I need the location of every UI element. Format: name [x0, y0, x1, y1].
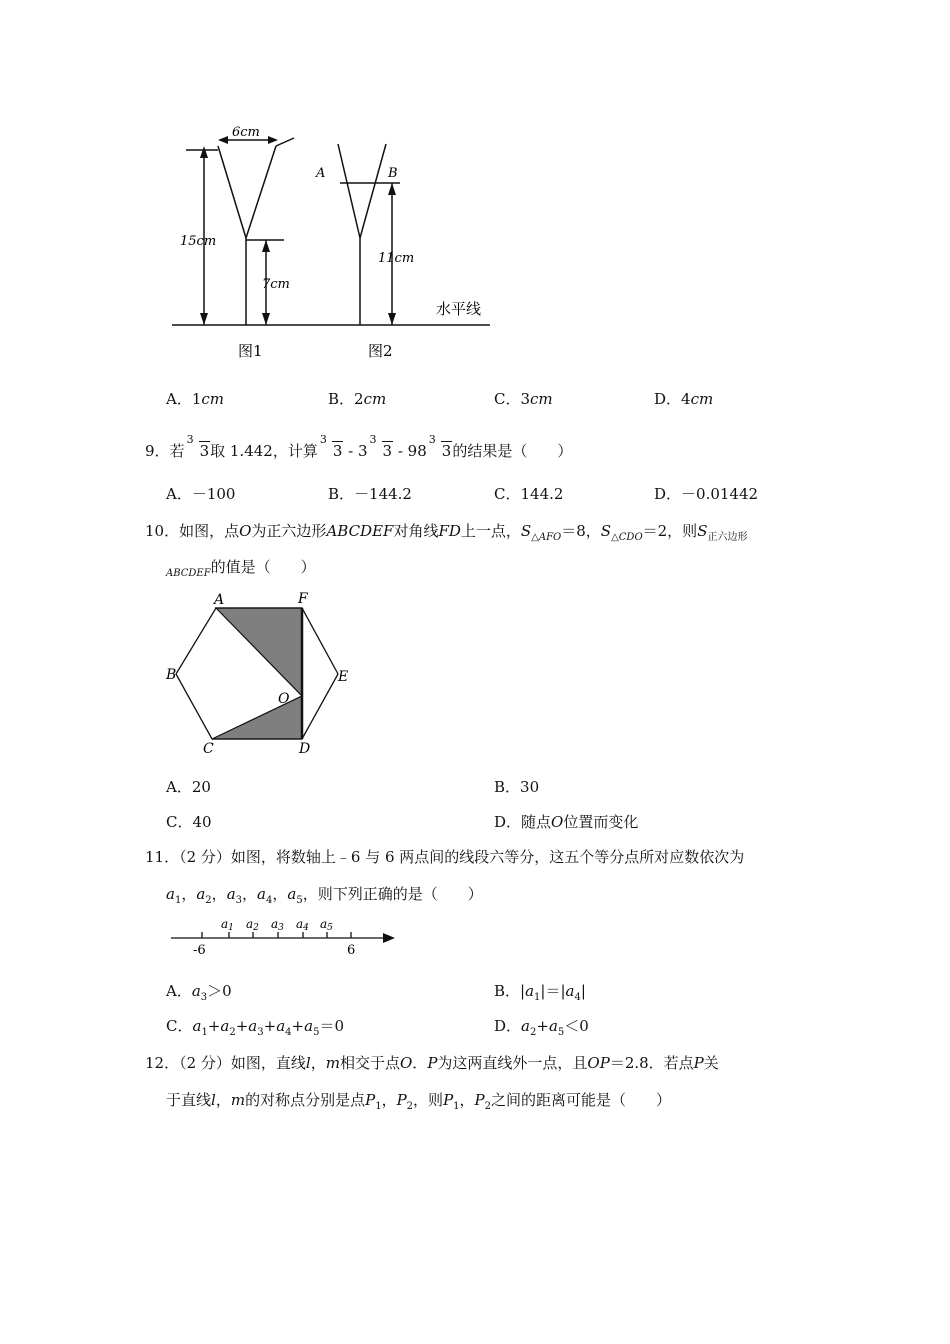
q12-stem-line2: 于直线l，m的对称点分别是点$P_1$，$P_2$，则$P_1$，$P_2$之间的距离可能是（ ）: [166, 1091, 672, 1112]
q9-option-d[interactable]: D．－0.01442: [654, 485, 759, 503]
label-c: C: [203, 741, 214, 757]
q8-option-d[interactable]: D．4cm: [654, 390, 714, 408]
q11-option-a[interactable]: A．$a_3>0$: [166, 982, 232, 1003]
cube-root: 3 3: [186, 433, 210, 460]
q11-stem: 11．（2 分）如图，将数轴上﹣6 与 6 两点间的线段六等分，这五个等分点所对应数依次为: [145, 848, 745, 866]
q9-option-c[interactable]: C．144.2: [494, 485, 564, 503]
tick-label-a1: a1: [221, 917, 234, 933]
q10-option-a[interactable]: A．20: [166, 778, 211, 796]
label-e: E: [338, 669, 349, 685]
q11-stem-line2: $a_1$，$a_2$，$a_3$，$a_4$，$a_5$，则下列正确的是（ ）: [166, 885, 483, 906]
triangle-afo: [216, 608, 302, 696]
q10-option-c[interactable]: C．40: [166, 813, 212, 831]
figure-hexagon: [160, 586, 360, 758]
label-top-width: 6cm: [232, 125, 260, 140]
q8-option-a[interactable]: A．1cm: [166, 390, 225, 408]
label-a: A: [214, 592, 225, 608]
label-point-b: B: [388, 166, 398, 181]
q9-option-a[interactable]: A．－100: [166, 485, 236, 503]
caption-figure-1: 图1: [238, 342, 263, 360]
caption-figure-2: 图2: [368, 342, 393, 360]
tick-label-6: 6: [347, 943, 356, 958]
q9-stem: 9．若 3 3取 1.442，计算 3 3 - 3 3 3 - 98 3 3的结果是（ ）: [145, 433, 573, 460]
label-b: B: [166, 667, 177, 683]
label-f: F: [298, 591, 308, 607]
q12-stem: 12．（2 分）如图，直线l，m相交于点O．P为这两直线外一点，且OP＝2.8．若点P关: [145, 1054, 719, 1072]
q8-option-b[interactable]: B．2cm: [328, 390, 387, 408]
cube-root: 3 3: [319, 433, 343, 460]
label-o: O: [278, 691, 290, 707]
label-height-2: 11cm: [378, 251, 415, 266]
tick-label-a3: a3: [271, 917, 284, 933]
q11-option-d[interactable]: D．$a_2+a_5<0$: [494, 1017, 589, 1038]
label-horizon: 水平线: [436, 300, 482, 318]
q10-stem-line2: $_{ABCDEF}$的值是（ ）: [166, 558, 316, 579]
q10-stem: 10．如图，点O为正六边形ABCDEF对角线FD上一点，$S_{\triangle AFO}=8$，$S_{\triangle CDO}=2$，则$S_{正六边形}$: [145, 522, 748, 543]
q9-option-b[interactable]: B．－144.2: [328, 485, 412, 503]
q10-option-d[interactable]: D．随点O位置而变化: [494, 813, 639, 831]
label-total-height: 15cm: [180, 234, 217, 249]
number-line: [165, 910, 405, 960]
q10-option-b[interactable]: B．30: [494, 778, 540, 796]
label-d: D: [299, 741, 311, 757]
label-point-a: A: [316, 166, 326, 181]
tick-label-a4: a4: [296, 917, 309, 933]
tick-label-neg6: -6: [193, 943, 206, 958]
tick-label-a5: a5: [320, 917, 333, 933]
q8-option-c[interactable]: C．3cm: [494, 390, 553, 408]
figure-funnels: [160, 120, 500, 370]
label-stem-height: 7cm: [262, 277, 290, 292]
cube-root: 3 3: [369, 433, 393, 460]
q11-option-b[interactable]: B．$|a_1|=|a_4|$: [494, 982, 586, 1003]
cube-root: 3 3: [428, 433, 452, 460]
q11-option-c[interactable]: C．$a_1+a_2+a_3+a_4+a_5=0$: [166, 1017, 344, 1038]
tick-label-a2: a2: [246, 917, 259, 933]
